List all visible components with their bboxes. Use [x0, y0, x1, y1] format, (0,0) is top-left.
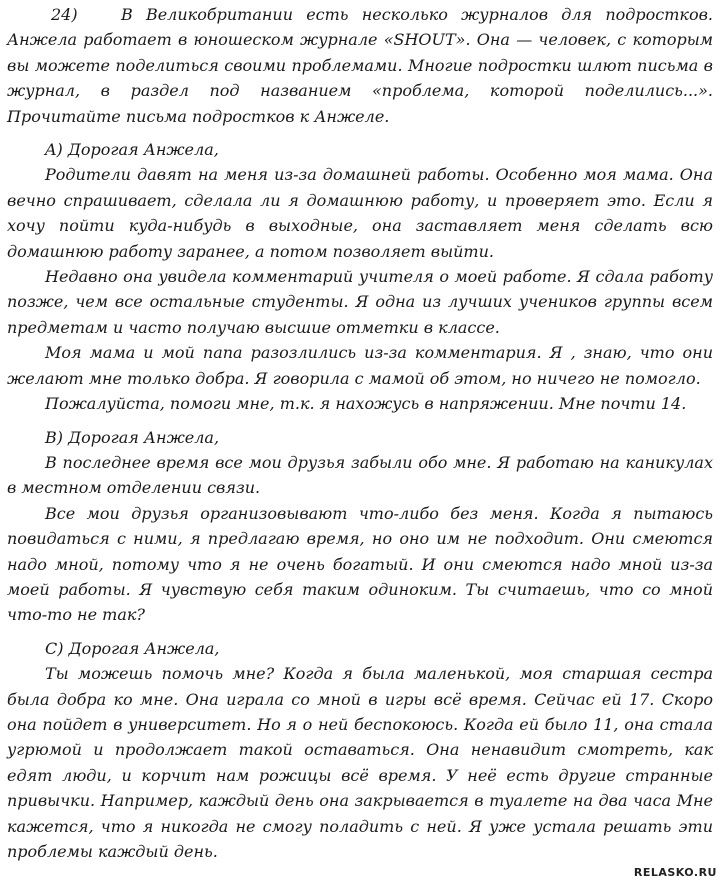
- letter-paragraph: В последнее время все мои друзья забыли обо мне. Я работаю на каникулах в местном отделении связи.: [7, 452, 713, 498]
- letter-paragraph: Моя мама и мой папа разозлились из-за комментария. Я , знаю, что они желают мне только добра. Я говорила с мамой об этом, но ничего не помогло.: [7, 343, 713, 388]
- letter-paragraph: Родители давят на меня из-за домашней работы. Особенно моя мама. Она вечно спрашивает, сделала ли я домашнюю работу, и проверяет это. Если я хочу пойти куда-нибудь в выходные, она заставляет меня сделать всю домашнюю работу заранее, а потом позволяет выйти.: [7, 165, 713, 261]
- site-watermark: RELASKO.RU: [633, 866, 717, 879]
- letter-b: [7, 425, 713, 628]
- letter-paragraph: Все мои друзья организовывают что-либо без меня. Когда я пытаюсь повидаться с ними, я предлагаю время, но оно им не подходит. Они смеются надо мной, потому что я не очень богатый. И они смеются надо мной из-за моей работы. Я чувствую себя таким одиноким. Ты считаешь, что со мной что-то не так?: [7, 503, 713, 625]
- task-text: В Великобритании есть несколько журналов для подростков. Анжела работает в юношеском журнале «SHOUT». Она — человек, с которым вы можете поделиться своими проблемами. Многие подростки шлют письма в журнал, в раздел под названием «проблема, которой поделились...». Прочитайте письма подростков к Анжеле.: [7, 5, 713, 126]
- document-page: [7, 2, 713, 872]
- letter-title: C) Дорогая Анжела,: [45, 638, 220, 658]
- letter-title: A) Дорогая Анжела,: [45, 140, 219, 160]
- letter-c: [7, 636, 713, 865]
- letter-a: [7, 137, 713, 416]
- task-number: 24): [51, 5, 78, 24]
- letter-paragraph: Недавно она увидела комментарий учителя о моей работе. Я сдала работу позже, чем все остальные студенты. Я одна из лучших учеников группы всем предметам и часто получаю высшие отметки в классе.: [7, 267, 713, 337]
- letter-title: B) Дорогая Анжела,: [45, 427, 220, 447]
- letter-paragraph: Ты можешь помочь мне? Когда я была маленькой, моя старшая сестра была добра ко мне. Она играла со мной в игры всё время. Сейчас ей 17. Скоро она пойдет в университет. Но я о ней беспокоюсь. Когда ей было 11, она стала угрюмой и продолжает такой оставаться. Она ненавидит смотреть, как едят люди, и корчит нам рожицы всё время. У неё есть другие странные привычки. Например, каждый день она закрывается в туалете на два часа Мне кажется, что я никогда не смогу поладить с ней. Я уже устала решать эти проблемы каждый день.: [7, 664, 713, 861]
- letter-paragraph: Пожалуйста, помоги мне, т.к. я нахожусь в напряжении. Мне почти 14.: [45, 394, 687, 414]
- task-intro: [7, 2, 713, 129]
